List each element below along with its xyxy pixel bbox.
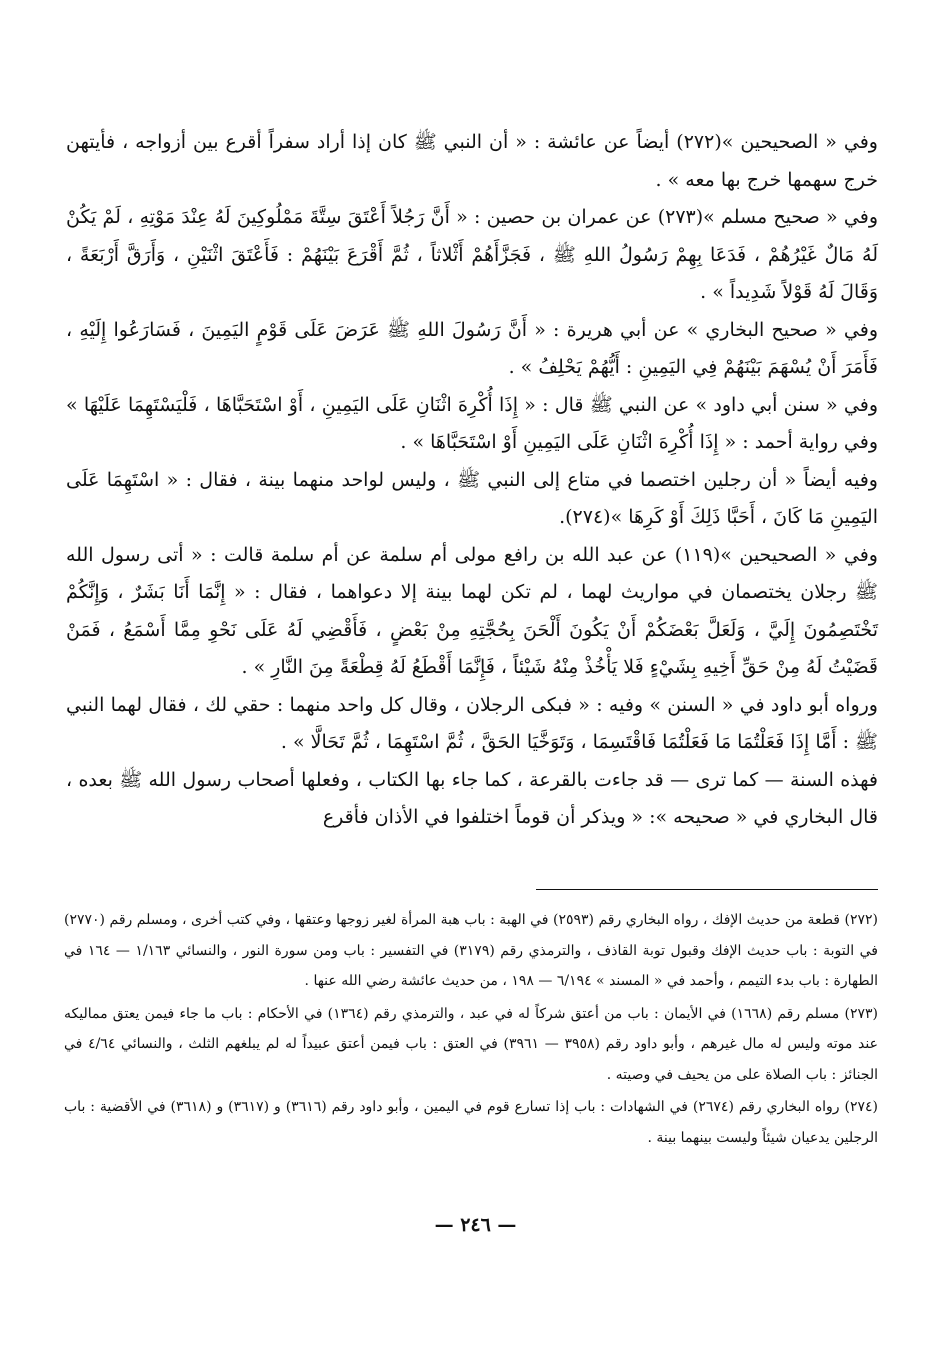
paragraph-2: وفي « صحيح مسلم »(٢٧٣) عن عمران بن حصين : « أَنَّ رَجُلاً أَعْتَقَ سِتَّةَ مَمْلُوكِينَ لَهُ عِنْدَ مَوْتِهِ ، لَمْ يَكُنْ لَهُ مَالٌ غَيْرُهُمْ ، فَدَعَا بِهِمْ رَسُولُ اللهِ ﷺ ، فَجَزَّأَهُمْ أَثْلاثاً ، ثُمَّ أَقْرَعَ بَيْنَهُمْ : فَأَعْتَقَ اثْنَيْنِ ، وَأَرَقَّ أَرْبَعَةً ، وَقَالَ لَهُ قَوْلاً شَدِيداً » .	[66, 206, 879, 303]
paragraph-4: وفي « سنن أبي داود » عن النبي ﷺ قال : « إِذَا أُكْرِهَ اثْنَانِ عَلَى اليَمِينِ ، أَوْ اسْتَحَبَّاهَا ، فَلْيَسْتَهِمَا عَلَيْهَا » وفي رواية أحمد : « إِذَا أُكْرِهَ اثْنَانِ عَلَى اليَمِينِ أَوْ اسْتَحَبَّاهَا » .	[66, 393, 878, 453]
paragraph-8: فهذه السنة — كما ترى — قد جاءت بالقرعة ، كما جاء بها الكتاب ، وفعلها أصحاب رسول الله ﷺ بعده ، قال البخاري في « صحيحه »: « ويذكر أن قوماً اختلفوا في الأذان فأقرع	[66, 768, 878, 828]
paragraph-6: وفي « الصحيحين »(١١٩) عن عبد الله بن رافع مولى أم سلمة عن أم سلمة قالت : « أتى رسول الله ﷺ رجلان يختصمان في مواريث لهما ، لم تكن لهما بينة إلا دعواهما ، فقال : « إِنَّمَا أَنَا بَشَرٌ ، وَإِنَّكُمْ تَخْتَصِمُونَ إِلَيَّ ، وَلَعَلَّ بَعْضَكُمْ أَنْ يَكُونَ أَلْحَنَ بِحُجَّتِهِ مِنْ بَعْضٍ ، فَأَقْضِي لَهُ عَلَى نَحْوِ مِمَّا أَسْمَعُ ، فَمَنْ قَضَيْتُ لَهُ مِنْ حَقِّ أَخِيهِ بِشَيْءٍ فَلا يَأْخُذْ مِنْهُ شَيْئاً ، فَإِنَّمَا أَقْطَعُ لَهُ قِطْعَةً مِنَ النَّارِ » .	[66, 543, 878, 678]
paragraph-3: وفي « صحيح البخاري » عن أبي هريرة : « أَنَّ رَسُولَ اللهِ ﷺ عَرَضَ عَلَى قَوْمٍ اليَمِينَ ، فَسَارَعُوا إِلَيْهِ ، فَأَمَرَ أَنْ يُسْهَمَ بَيْنَهُمْ فِي اليَمِينِ : أَيُّهُمْ يَحْلِفُ » .	[66, 318, 878, 378]
footnote-274: (٢٧٤) رواه البخاري رقم (٢٦٧٤) في الشهادات : باب إذا تسارع قوم في اليمين ، وأبو داود رقم (٣٦١٦) و (٣٦١٧) و (٣٦١٨) في الأقضية : باب الرجلين يدعيان شيئاً وليست بينهما بينة .	[64, 1099, 878, 1146]
footnotes	[64, 905, 878, 1155]
paragraph-1: وفي « الصحيحين »(٢٧٢) أيضاً عن عائشة : « أن النبي ﷺ كان إذا أراد سفراً أقرع بين أزواجه ، فأيتهن خرج سهمها خرج بها معه » .	[66, 131, 878, 191]
footnote-273: (٢٧٣) مسلم رقم (١٦٦٨) في الأيمان : باب من أعتق شركاً له في عبد ، والترمذي رقم (١٣٦٤) في الأحكام : باب ما جاء فيمن يعتق مماليكه عند موته وليس له مال غيرهم ، وأبو داود رقم (٣٩٥٨ — ٣٩٦١) في العتق : باب فيمن أعتق عبيداً له لم يبلغهم الثلث ، والنسائي ٤/٦٤ في الجنائز : باب الصلاة على من يحيف في وصيته .	[64, 1005, 878, 1083]
main-text	[66, 124, 878, 837]
footnote-divider	[536, 889, 878, 890]
paragraph-7: ورواه أبو داود في « السنن » وفيه : « فبكى الرجلان ، وقال كل واحد منهما : حقي لك ، فقال لهما النبي ﷺ : أَمَّا إِذَا فَعَلْتُمَا مَا فَعَلْتُمَا فَاقْتَسِمَا ، وَتَوَخَّيَا الحَقَّ ، ثُمَّ اسْتَهِمَا ، ثُمَّ تَحَالَّا » .	[66, 693, 878, 753]
page-number: — ٢٤٦ —	[434, 1214, 517, 1236]
paragraph-5: وفيه أيضاً « أن رجلين اختصما في متاع إلى النبي ﷺ ، وليس لواحد منهما بينة ، فقال : « اسْتَهِمَا عَلَى اليَمِينِ مَا كَانَ ، أَحَبَّا ذَلِكَ أَوْ كَرِهَا »(٢٧٤).	[66, 468, 878, 528]
footnote-272: (٢٧٢) قطعة من حديث الإفك ، رواه البخاري رقم (٢٥٩٣) في الهبة : باب هبة المرأة لغير زوجها وعتقها ، وفي كتب أخرى ، ومسلم رقم (٢٧٧٠) في التوبة : باب حديث الإفك وقبول توبة القاذف ، والترمذي رقم (٣١٧٩) في التفسير : باب ومن سورة النور ، والنسائي ١/١٦٣ — ١٦٤ في الطهارة : باب بدء التيمم ، وأحمد في « المسند » ٦/١٩٤ — ١٩٨ ، من حديث عائشة رضي الله عنها .	[64, 912, 878, 989]
